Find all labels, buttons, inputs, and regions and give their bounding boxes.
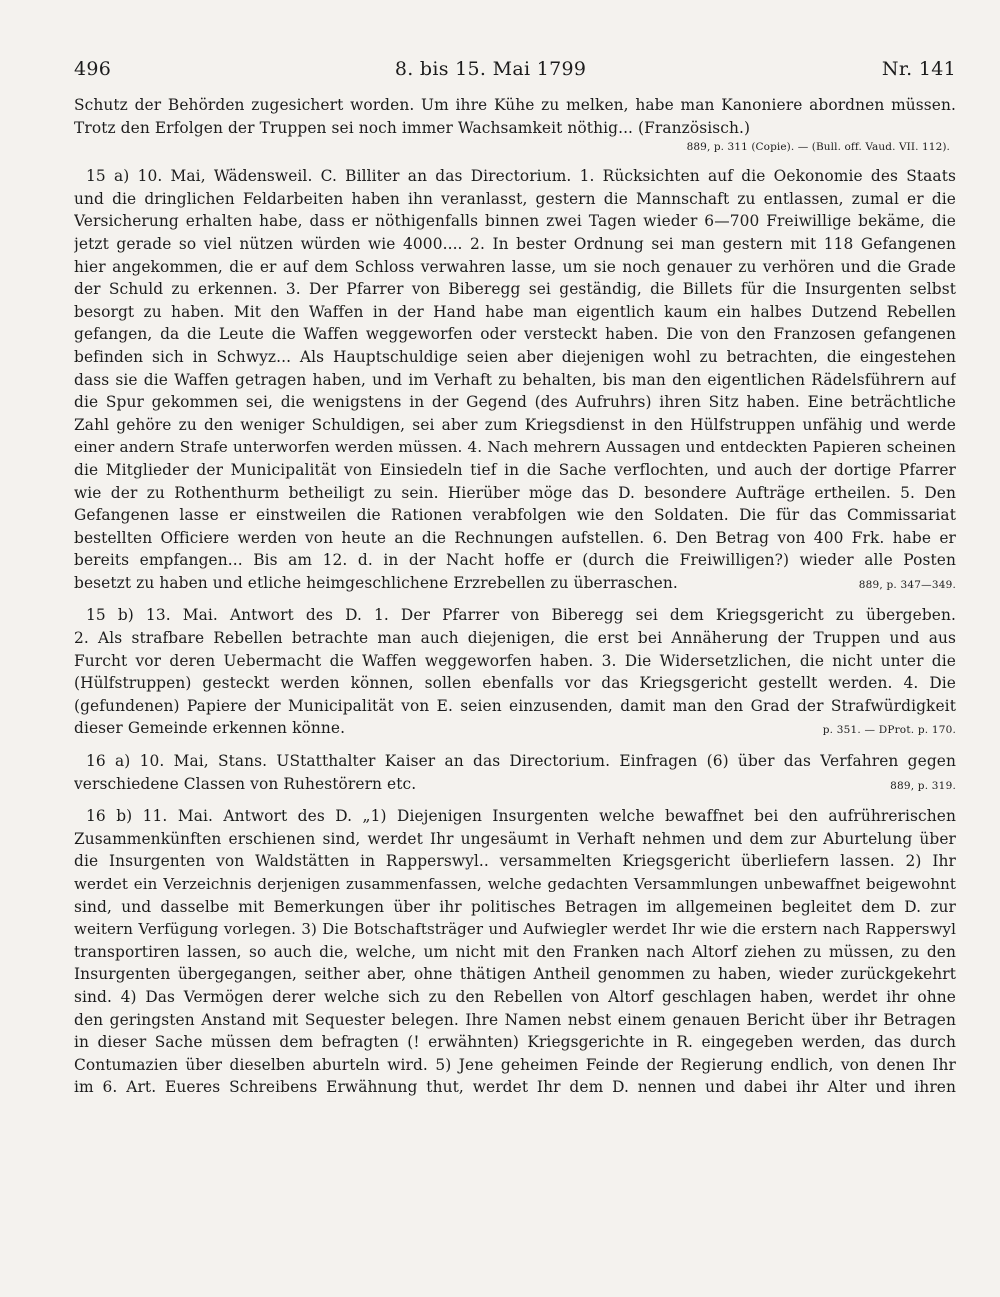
text-line: Zusammenkünften erschienen sind, werdet Ihr ungesäumt in Verhaft nehmen und dem zur Aburtelung über bbox=[74, 829, 956, 848]
text-line: Trotz den Erfolgen der Truppen sei noch immer Wachsamkeit nöthig... (Französisch.) bbox=[74, 118, 751, 137]
text-line: Versicherung erhalten habe, dass er nöthigenfalls binnen zwei Tagen wieder 6—700 Freiwillige bekäme, die bbox=[74, 212, 956, 231]
text-line-with-reference bbox=[74, 717, 956, 742]
text-line-with-reference bbox=[74, 773, 956, 798]
text-line: sind, und dasselbe mit Bemerkungen über ihr politisches Betragen im allgemeinen begleitet dem D. zur bbox=[74, 897, 956, 916]
entry-16a bbox=[74, 750, 956, 797]
text-line: dieser Gemeinde erkennen könne. bbox=[74, 719, 346, 738]
text-line: besorgt zu haben. Mit den Waffen in der Hand habe man eigentlich kaum ein halbes Dutzend Rebellen bbox=[74, 302, 956, 321]
text-line: Schutz der Behörden zugesichert worden. Um ihre Kühe zu melken, habe man Kanoniere abordnen müssen. bbox=[74, 96, 956, 114]
entry-16b bbox=[74, 805, 956, 1099]
page-header bbox=[74, 58, 956, 80]
text-line: und die dringlichen Feldarbeiten haben ihn veranlasst, gestern die Mannschaft zu entlassen, zumal er die bbox=[74, 189, 956, 208]
text-line: gefangen, da die Leute die Waffen weggeworfen oder versteckt haben. Die von den Franzosen gefangenen bbox=[74, 325, 956, 344]
text-line-with-reference bbox=[74, 572, 956, 597]
text-line: besetzt zu haben und etliche heimgeschlichene Erzrebellen zu überraschen. bbox=[74, 573, 678, 592]
text-line: dass sie die Waffen getragen haben, und im Verhaft zu behalten, bis man den eigentlichen Rädelsführern auf bbox=[74, 370, 956, 389]
text-line: der Schuld zu erkennen. 3. Der Pfarrer von Biberegg sei geständig, die Billets für die Insurgenten selbst bbox=[74, 280, 956, 299]
text-line: wie der zu Rothenthurm betheiligt zu sein. Hierüber möge das D. besondere Aufträge ertheilen. 5. Den bbox=[74, 483, 956, 502]
text-line: sind. 4) Das Vermögen derer welche sich zu den Rebellen von Altorf geschlagen haben, werdet ihr ohne bbox=[74, 987, 956, 1006]
entry-15b bbox=[74, 604, 956, 742]
page-number: 496 bbox=[74, 58, 112, 80]
text-line: transportiren lassen, so auch die, welche, um nicht mit den Franken nach Altorf ziehen zu müssen, zu den bbox=[74, 942, 956, 961]
text-line: Contumazien über dieselben aburteln wird. 5) Jene geheimen Feinde der Regierung endlich, von denen Ihr bbox=[74, 1055, 956, 1074]
text-line: hier angekommen, die er auf dem Schloss verwahren lasse, um sie noch genauer zu verhören und die Grade bbox=[74, 257, 956, 276]
text-line: 16 b) 11. Mai. Antwort des D. „1) Diejenigen Insurgenten welche bewaffnet bei den aufrührerischen bbox=[86, 807, 956, 826]
text-line: bereits empfangen... Bis am 12. d. in der Nacht hoffe er (durch die Freiwilligen?) wieder alle Posten bbox=[74, 551, 956, 570]
source-reference: p. 351. — DProt. p. 170. bbox=[822, 724, 956, 737]
text-line: 2. Als strafbare Rebellen betrachte man auch diejenigen, die erst bei Annäherung der Truppen und aus bbox=[74, 629, 956, 648]
text-line: 15 a) 10. Mai, Wädensweil. C. Billiter an das Directorium. 1. Rücksichten auf die Oekonomie des Staats bbox=[86, 167, 956, 186]
text-line: die Insurgenten von Waldstätten in Rapperswyl.. versammelten Kriegsgericht überliefern lassen. 2) Ihr bbox=[74, 852, 956, 871]
text-line: bestellten Officiere werden von heute an die Rechnungen aufstellen. 6. Den Betrag von 400 Frk. habe er bbox=[74, 528, 956, 547]
text-line: werdet ein Verzeichnis derjenigen zusammenfassen, welche gedachten Versammlungen unbewaffnet beigewohnt bbox=[74, 875, 956, 893]
text-line: jetzt gerade so viel nützen würden wie 4000.... 2. In bester Ordnung sei man gestern mit 118 Gefangenen bbox=[74, 234, 956, 253]
text-line: die Spur gekommen sei, die wenigstens in der Gegend (des Aufruhrs) ihren Sitz haben. Eine beträchtliche bbox=[74, 393, 956, 412]
text-line: Insurgenten übergegangen, seither aber, ohne thätigen Antheil genommen zu haben, wieder zurückgekehrt bbox=[74, 965, 956, 984]
text-line: in dieser Sache müssen dem befragten (! erwähnten) Kriegsgerichte in R. eingegeben werden, das durch bbox=[74, 1033, 956, 1052]
source-reference: 889, p. 347—349. bbox=[858, 578, 956, 591]
text-line: im 6. Art. Eueres Schreibens Erwähnung thut, werdet Ihr dem D. nennen und dabei ihr Alter und ihren bbox=[74, 1078, 956, 1097]
text-line: den geringsten Anstand mit Sequester belegen. Ihre Namen nebst einem genauen Bericht über ihr Betragen bbox=[74, 1010, 956, 1029]
text-line: 15 b) 13. Mai. Antwort des D. 1. Der Pfarrer von Biberegg sei dem Kriegsgericht zu übergeben. bbox=[86, 606, 956, 625]
text-line: 16 a) 10. Mai, Stans. UStatthalter Kaiser an das Directorium. Einfragen (6) über das Verfahren gegen bbox=[86, 752, 956, 771]
entry-number: Nr. 141 bbox=[881, 58, 956, 80]
text-line: Gefangenen lasse er einstweilen die Rationen verabfolgen wie den Soldaten. Die für das Commissariat bbox=[74, 506, 956, 525]
text-line: (gefundenen) Papiere der Municipalität von E. seien einzusenden, damit man den Grad der Strafwürdigkeit bbox=[74, 696, 956, 715]
text-line: einer andern Strafe unterworfen werden müssen. 4. Nach mehrern Aussagen und entdeckten Papieren scheinen bbox=[74, 438, 956, 457]
text-line: befinden sich in Schwyz... Als Hauptschuldige seien aber diejenigen wohl zu betrachten, die eingestehen bbox=[74, 347, 956, 366]
text-line: weitern Verfügung vorlegen. 3) Die Botschaftsträger und Aufwiegler werdet Ihr wie die erstern nach Rapperswyl bbox=[74, 920, 956, 939]
text-line: (Hülfstruppen) gesteckt werden können, sollen ebenfalls vor das Kriegsgericht gestellt werden. 4. Die bbox=[74, 674, 956, 693]
source-reference: 889, p. 319. bbox=[890, 779, 956, 792]
text-line: die Mitglieder der Municipalität von Einsiedeln tief in die Sache verflochten, und auch der dortige Pfarrer bbox=[74, 460, 956, 479]
text-line: Furcht vor deren Uebermacht die Waffen weggeworfen haben. 3. Die Widersetzlichen, die nicht unter die bbox=[74, 651, 956, 670]
source-reference: 889, p. 311 (Copie). — (Bull. off. Vaud. VII. 112). bbox=[686, 141, 950, 154]
text-line: verschiedene Classen von Ruhestörern etc. bbox=[74, 774, 417, 793]
document-body bbox=[74, 94, 956, 1099]
running-title: 8. bis 15. Mai 1799 bbox=[394, 58, 587, 80]
text-line: Zahl gehöre zu den weniger Schuldigen, sei aber zum Kriegsdienst in den Hülfstruppen unfähig und werde bbox=[74, 415, 956, 434]
intro-paragraph bbox=[74, 94, 956, 139]
entry-15a bbox=[74, 165, 956, 596]
